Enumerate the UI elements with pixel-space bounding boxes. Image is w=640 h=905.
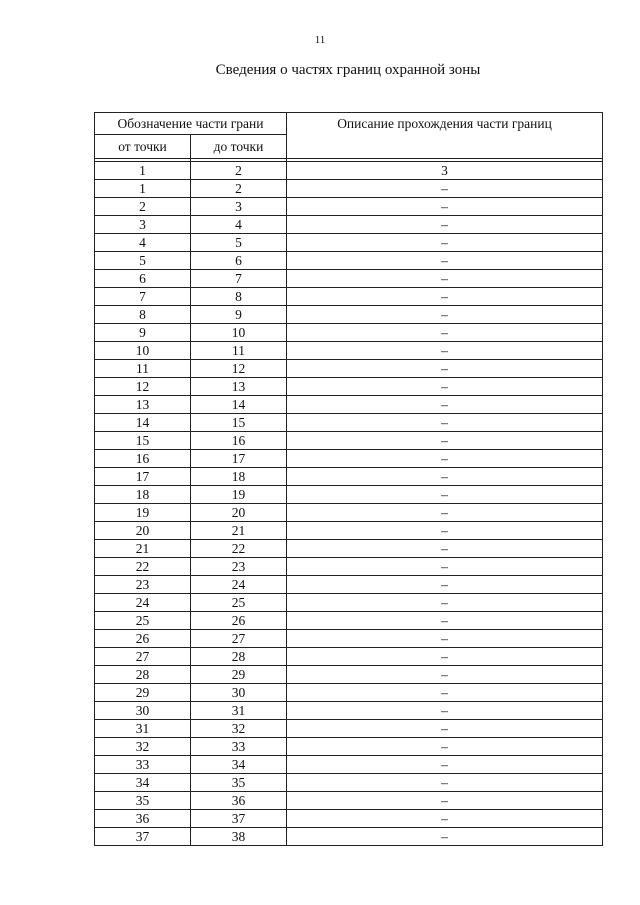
table-row xyxy=(95,810,603,828)
to-point-cell: 3 xyxy=(191,198,287,216)
table-row xyxy=(95,666,603,684)
table-row xyxy=(95,288,603,306)
table-row xyxy=(95,306,603,324)
from-point-cell: 3 xyxy=(95,216,191,234)
to-point-cell: 24 xyxy=(191,576,287,594)
description-cell: – xyxy=(287,612,603,630)
from-point-cell: 23 xyxy=(95,576,191,594)
from-point-cell: 14 xyxy=(95,414,191,432)
from-point-cell: 4 xyxy=(95,234,191,252)
description-cell: – xyxy=(287,234,603,252)
table-row xyxy=(95,576,603,594)
description-cell: – xyxy=(287,396,603,414)
from-point-cell: 25 xyxy=(95,612,191,630)
description-cell: – xyxy=(287,756,603,774)
to-point-cell: 13 xyxy=(191,378,287,396)
description-cell: – xyxy=(287,828,603,846)
description-cell: – xyxy=(287,378,603,396)
from-point-cell: 20 xyxy=(95,522,191,540)
table-row xyxy=(95,270,603,288)
table-row xyxy=(95,774,603,792)
to-point-cell: 16 xyxy=(191,432,287,450)
document-title: Сведения о частях границ охранной зоны xyxy=(215,62,481,78)
from-point-cell: 22 xyxy=(95,558,191,576)
table-row xyxy=(95,648,603,666)
header-description: Описание прохождения части границ xyxy=(287,113,603,159)
table-row xyxy=(95,828,603,846)
table-row xyxy=(95,234,603,252)
table-row xyxy=(95,198,603,216)
table-row xyxy=(95,540,603,558)
to-point-cell: 6 xyxy=(191,252,287,270)
to-point-cell: 18 xyxy=(191,468,287,486)
table-row xyxy=(95,702,603,720)
description-cell: – xyxy=(287,630,603,648)
from-point-cell: 15 xyxy=(95,432,191,450)
description-cell: – xyxy=(287,576,603,594)
description-cell: – xyxy=(287,252,603,270)
to-point-cell: 28 xyxy=(191,648,287,666)
column-number-cell: 3 xyxy=(287,162,603,180)
to-point-cell: 38 xyxy=(191,828,287,846)
table-row xyxy=(95,684,603,702)
from-point-cell: 9 xyxy=(95,324,191,342)
page-number: 11 xyxy=(314,34,326,46)
from-point-cell: 16 xyxy=(95,450,191,468)
table-row xyxy=(95,558,603,576)
from-point-cell: 26 xyxy=(95,630,191,648)
description-cell: – xyxy=(287,522,603,540)
column-number-cell: 1 xyxy=(95,162,191,180)
from-point-cell: 12 xyxy=(95,378,191,396)
description-cell: – xyxy=(287,774,603,792)
from-point-cell: 5 xyxy=(95,252,191,270)
table-row xyxy=(95,342,603,360)
from-point-cell: 24 xyxy=(95,594,191,612)
from-point-cell: 34 xyxy=(95,774,191,792)
header-to-point: до точки xyxy=(191,135,287,159)
from-point-cell: 11 xyxy=(95,360,191,378)
to-point-cell: 33 xyxy=(191,738,287,756)
to-point-cell: 5 xyxy=(191,234,287,252)
to-point-cell: 10 xyxy=(191,324,287,342)
description-cell: – xyxy=(287,792,603,810)
to-point-cell: 30 xyxy=(191,684,287,702)
table-row xyxy=(95,468,603,486)
description-cell: – xyxy=(287,558,603,576)
table-row xyxy=(95,630,603,648)
from-point-cell: 18 xyxy=(95,486,191,504)
table-row xyxy=(95,180,603,198)
table-row xyxy=(95,450,603,468)
table-row xyxy=(95,378,603,396)
description-cell: – xyxy=(287,702,603,720)
table-row xyxy=(95,720,603,738)
description-cell: – xyxy=(287,504,603,522)
to-point-cell: 27 xyxy=(191,630,287,648)
description-cell: – xyxy=(287,342,603,360)
to-point-cell: 21 xyxy=(191,522,287,540)
header-part-designation: Обозначение части грани xyxy=(95,113,287,135)
from-point-cell: 31 xyxy=(95,720,191,738)
to-point-cell: 25 xyxy=(191,594,287,612)
from-point-cell: 36 xyxy=(95,810,191,828)
to-point-cell: 4 xyxy=(191,216,287,234)
to-point-cell: 19 xyxy=(191,486,287,504)
from-point-cell: 28 xyxy=(95,666,191,684)
from-point-cell: 7 xyxy=(95,288,191,306)
from-point-cell: 30 xyxy=(95,702,191,720)
to-point-cell: 36 xyxy=(191,792,287,810)
header-from-point: от точки xyxy=(95,135,191,159)
to-point-cell: 26 xyxy=(191,612,287,630)
description-cell: – xyxy=(287,648,603,666)
to-point-cell: 20 xyxy=(191,504,287,522)
from-point-cell: 35 xyxy=(95,792,191,810)
from-point-cell: 29 xyxy=(95,684,191,702)
to-point-cell: 11 xyxy=(191,342,287,360)
to-point-cell: 7 xyxy=(191,270,287,288)
table-row xyxy=(95,594,603,612)
to-point-cell: 14 xyxy=(191,396,287,414)
from-point-cell: 33 xyxy=(95,756,191,774)
description-cell: – xyxy=(287,288,603,306)
to-point-cell: 15 xyxy=(191,414,287,432)
description-cell: – xyxy=(287,360,603,378)
to-point-cell: 31 xyxy=(191,702,287,720)
table-row xyxy=(95,504,603,522)
from-point-cell: 17 xyxy=(95,468,191,486)
table-row xyxy=(95,612,603,630)
description-cell: – xyxy=(287,666,603,684)
from-point-cell: 21 xyxy=(95,540,191,558)
to-point-cell: 37 xyxy=(191,810,287,828)
to-point-cell: 23 xyxy=(191,558,287,576)
description-cell: – xyxy=(287,486,603,504)
from-point-cell: 8 xyxy=(95,306,191,324)
table-row xyxy=(95,486,603,504)
table-row xyxy=(95,756,603,774)
description-cell: – xyxy=(287,594,603,612)
table-body xyxy=(95,180,603,846)
from-point-cell: 19 xyxy=(95,504,191,522)
from-point-cell: 13 xyxy=(95,396,191,414)
description-cell: – xyxy=(287,180,603,198)
description-cell: – xyxy=(287,468,603,486)
table-row xyxy=(95,522,603,540)
description-cell: – xyxy=(287,720,603,738)
header-row xyxy=(95,113,603,135)
to-point-cell: 32 xyxy=(191,720,287,738)
table-row xyxy=(95,738,603,756)
description-cell: – xyxy=(287,306,603,324)
to-point-cell: 12 xyxy=(191,360,287,378)
table-header xyxy=(95,113,603,180)
boundary-parts-table xyxy=(94,112,603,846)
from-point-cell: 37 xyxy=(95,828,191,846)
table-row xyxy=(95,792,603,810)
to-point-cell: 29 xyxy=(191,666,287,684)
description-cell: – xyxy=(287,414,603,432)
column-number-cell: 2 xyxy=(191,162,287,180)
from-point-cell: 1 xyxy=(95,180,191,198)
table-row xyxy=(95,360,603,378)
description-cell: – xyxy=(287,324,603,342)
description-cell: – xyxy=(287,270,603,288)
to-point-cell: 17 xyxy=(191,450,287,468)
description-cell: – xyxy=(287,450,603,468)
to-point-cell: 2 xyxy=(191,180,287,198)
description-cell: – xyxy=(287,738,603,756)
table-row xyxy=(95,432,603,450)
to-point-cell: 22 xyxy=(191,540,287,558)
from-point-cell: 2 xyxy=(95,198,191,216)
from-point-cell: 32 xyxy=(95,738,191,756)
to-point-cell: 8 xyxy=(191,288,287,306)
description-cell: – xyxy=(287,432,603,450)
from-point-cell: 27 xyxy=(95,648,191,666)
to-point-cell: 35 xyxy=(191,774,287,792)
table-row xyxy=(95,396,603,414)
table-row xyxy=(95,414,603,432)
from-point-cell: 10 xyxy=(95,342,191,360)
description-cell: – xyxy=(287,540,603,558)
table-row xyxy=(95,216,603,234)
from-point-cell: 6 xyxy=(95,270,191,288)
table-row xyxy=(95,324,603,342)
to-point-cell: 34 xyxy=(191,756,287,774)
description-cell: – xyxy=(287,684,603,702)
description-cell: – xyxy=(287,810,603,828)
description-cell: – xyxy=(287,216,603,234)
column-number-row xyxy=(95,162,603,180)
table-row xyxy=(95,252,603,270)
to-point-cell: 9 xyxy=(191,306,287,324)
description-cell: – xyxy=(287,198,603,216)
